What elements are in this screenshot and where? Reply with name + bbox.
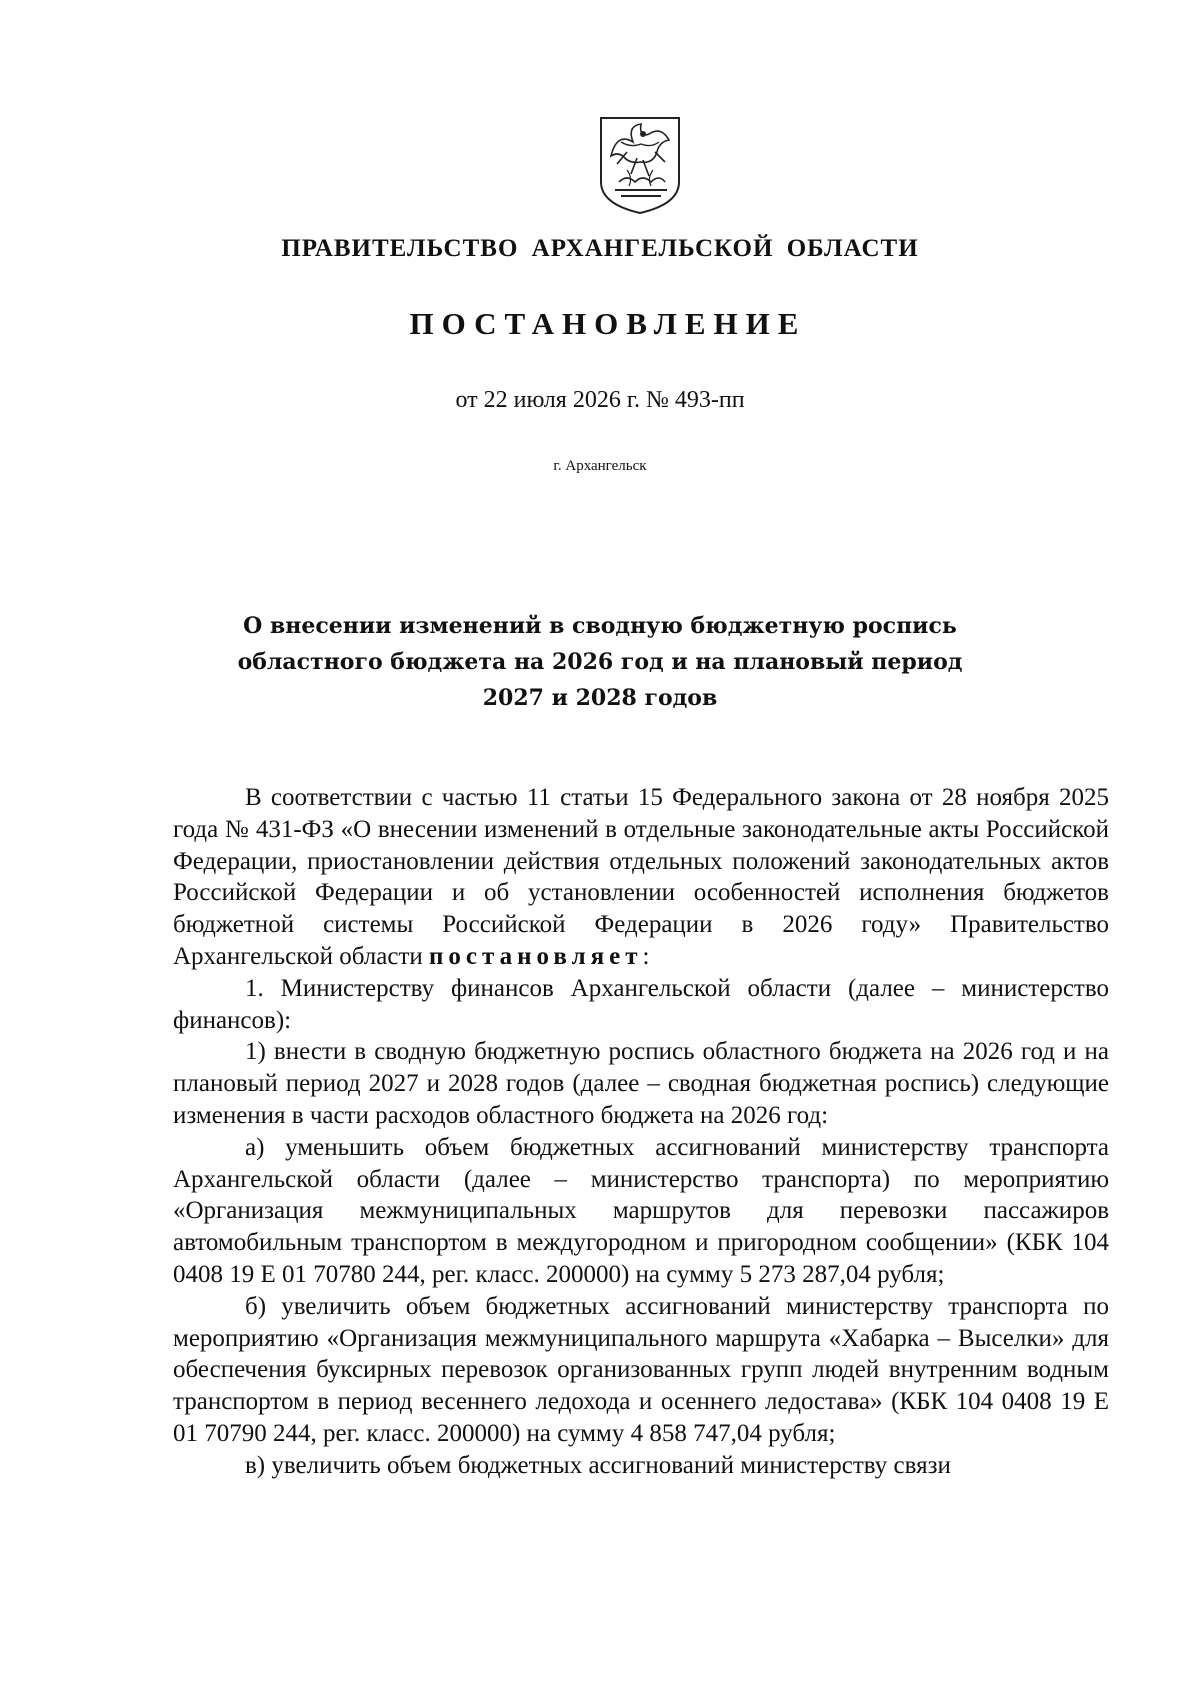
- subject-line: 2027 и 2028 годов: [482, 685, 718, 711]
- preamble-paragraph: [173, 782, 1109, 973]
- item-b-paragraph: б) увеличить объем бюджетных ассигнований министерству транспорта по мероприятию «Организация межмуниципального маршрута «Хабарка – Выселки» для обеспечения буксирных перевозок организованных групп людей внутренним водным транспортом в период весеннего ледохода и осеннего ледостава» (КБК 104 0408 19 Е 01 70790 244, рег. класс. 200000) на сумму 4 858 747,04 рубля;: [173, 1292, 1109, 1447]
- item-a-paragraph: а) уменьшить объем бюджетных ассигнований министерству транспорта Архангельской области (далее – министерство транспорта) по мероприятию «Организация межмуниципальных маршрутов для перевозки пассажиров автомобильным транспортом в междугородном и пригородном сообщении» (КБК 104 0408 19 Е 01 70780 244, рег. класс. 200000) на сумму 5 273 287,04 рубля;: [173, 1133, 1109, 1288]
- government-name: ПРАВИТЕЛЬСТВО АРХАНГЕЛЬСКОЙ ОБЛАСТИ: [281, 235, 919, 262]
- document-body: [173, 782, 1109, 1482]
- document-type: ПОСТАНОВЛЕНИЕ: [409, 306, 807, 341]
- document-subject: [0, 608, 1200, 716]
- document-city: г. Архангельск: [553, 458, 647, 474]
- item-v-paragraph: в) увеличить объем бюджетных ассигнований министерству связи: [245, 1451, 951, 1479]
- subject-line: областного бюджета на 2026 год и на плановый период: [237, 649, 963, 675]
- document-date-number: от 22 июля 2026 г. № 493-пп: [455, 387, 745, 413]
- item-1-paragraph: 1. Министерству финансов Архангельской области (далее – министерство финансов):: [173, 974, 1109, 1034]
- decree-word: постановляет: [429, 942, 643, 970]
- subject-line: О внесении изменений в сводную бюджетную роспись: [243, 613, 957, 639]
- item-1-1-paragraph: 1) внести в сводную бюджетную роспись областного бюджета на 2026 год и на плановый период 2027 и 2028 годов (далее – сводная бюджетная роспись) следующие изменения в части расходов областного бюджета на 2026 год:: [173, 1038, 1109, 1129]
- arkhangelsk-coat-of-arms-icon: [597, 112, 683, 216]
- preamble-text: В соответствии с частью 11 статьи 15 Федерального закона от 28 ноября 2025 года № 431-ФЗ «О внесении изменений в отдельные законодательные акты Российской Федерации, приостановлении действия отдельных положений законодательных актов Российской Федерации и об установлении особенностей исполнения бюджетов бюджетной системы Российской Федерации в 2026 году» Правительство Архангельской области: [173, 784, 1109, 970]
- decree-colon: :: [642, 942, 650, 970]
